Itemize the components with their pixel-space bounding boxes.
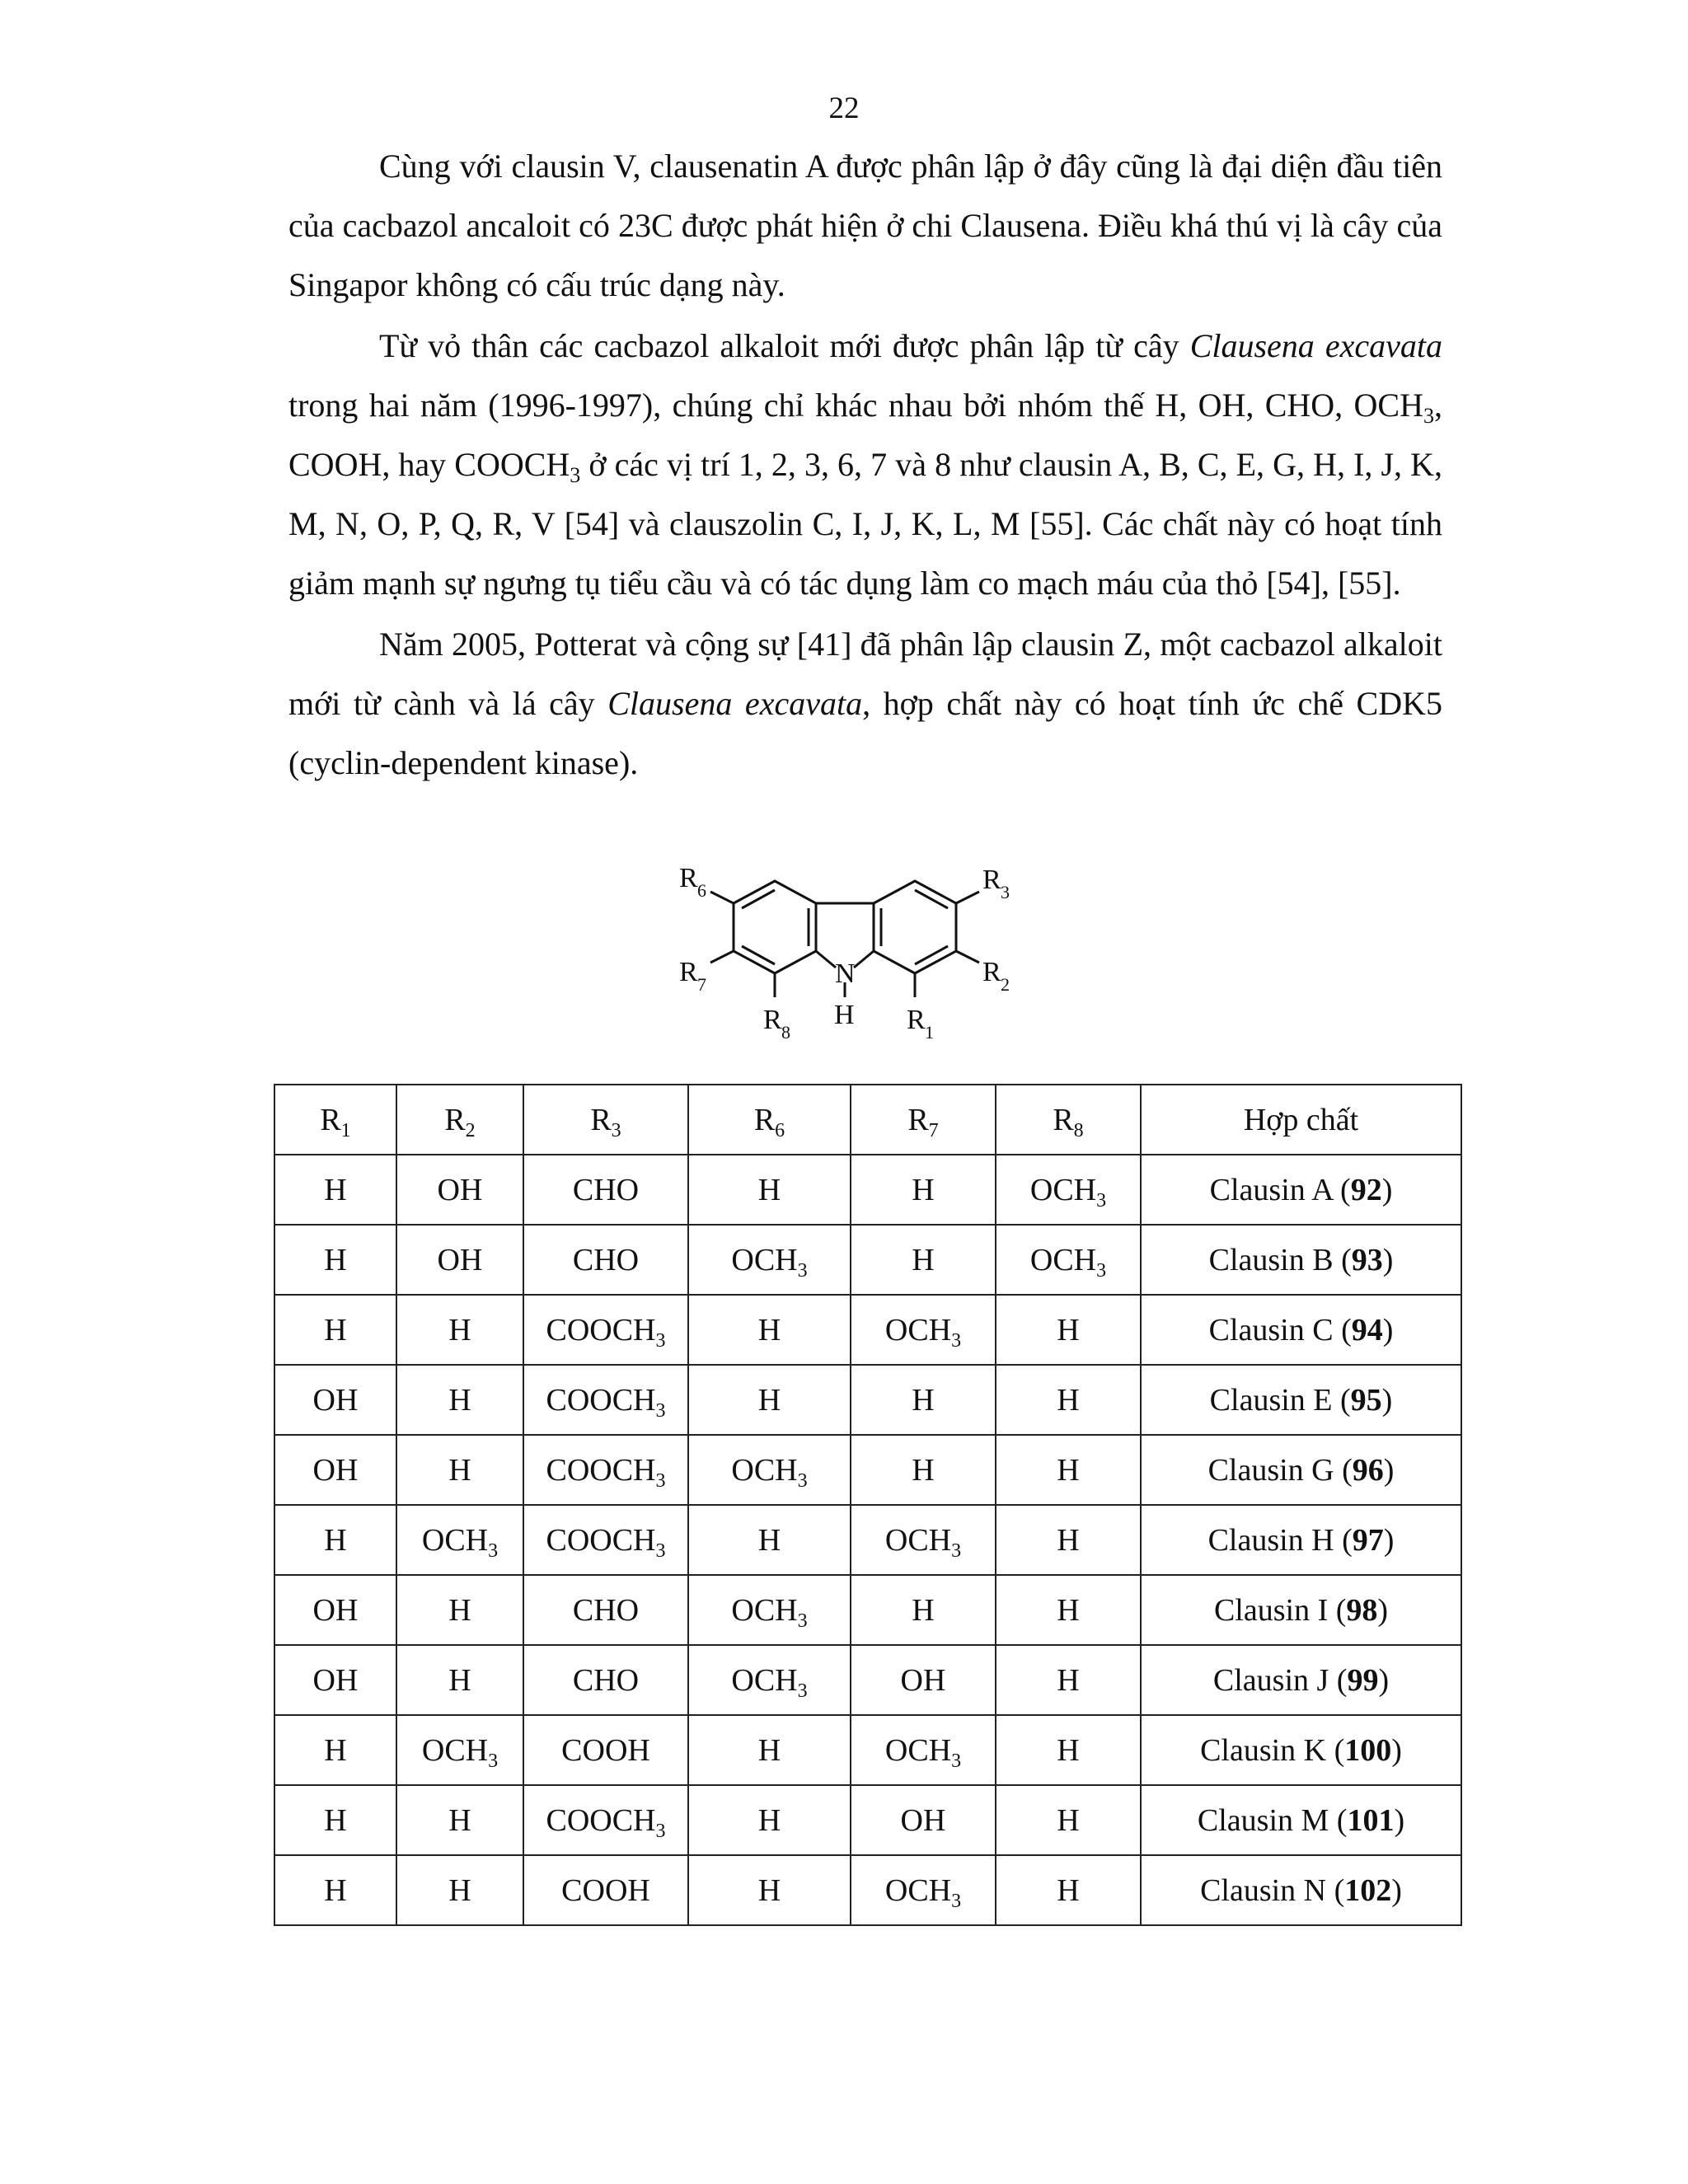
label-nitrogen: N [835,958,856,989]
compound-number: 92 [1350,1172,1382,1207]
table-cell-r2: H [396,1785,523,1855]
table-cell-r3: $COOCH_3$ [523,1505,688,1575]
table-cell-r2: OH [396,1155,523,1225]
table-cell-r3: $COOCH_3$ [523,1785,688,1855]
table-cell-r6: H [688,1785,851,1855]
table-cell-r2: $OCH_3$ [396,1505,523,1575]
table-cell-r1: H [274,1785,396,1855]
compound-number: 100 [1344,1732,1392,1768]
carbazole-structure-svg [659,859,1088,1073]
table-cell-r1: H [274,1855,396,1925]
table-cell-r6: H [688,1505,851,1575]
table-cell-r2: H [396,1645,523,1715]
table-row [274,1855,1461,1925]
table-cell-compound: Clausin M (101) [1141,1785,1461,1855]
table-cell-r1: OH [274,1365,396,1435]
table-header-cell: $R_6$ [688,1085,851,1155]
table-cell-r1: OH [274,1575,396,1645]
table-cell-r7: $OCH_3$ [851,1855,996,1925]
table-cell-r8: $OCH_3$ [996,1155,1141,1225]
table-cell-r8: H [996,1715,1141,1785]
table-cell-compound: Clausin J (99) [1141,1645,1461,1715]
table-cell-r8: $OCH_3$ [996,1225,1141,1295]
table-cell-compound: Clausin N (102) [1141,1855,1461,1925]
table-cell-r2: H [396,1435,523,1505]
table-cell-r1: H [274,1715,396,1785]
label-hydrogen: H [834,1000,855,1030]
table-cell-r2: $OCH_3$ [396,1715,523,1785]
label-r6-sub: 6 [697,880,706,901]
table-row [274,1155,1461,1225]
table-header-cell: $R_1$ [274,1085,396,1155]
table-cell-r2: H [396,1855,523,1925]
table-cell-r7: H [851,1575,996,1645]
table-row [274,1295,1461,1365]
species-name: Clausena excavata [1189,327,1442,364]
table-row [274,1715,1461,1785]
table-row [274,1785,1461,1855]
label-r8-sub: 8 [781,1022,790,1043]
table-cell-compound: Clausin B (93) [1141,1225,1461,1295]
table-cell-r7: $OCH_3$ [851,1295,996,1365]
compound-number: 95 [1350,1382,1382,1418]
table-cell-r7: H [851,1225,996,1295]
label-r2: R [982,957,1001,987]
table-cell-r2: H [396,1575,523,1645]
table-row [274,1645,1461,1715]
table-cell-r7: H [851,1435,996,1505]
table-cell-compound: Clausin G (96) [1141,1435,1461,1505]
compound-number: 98 [1346,1592,1378,1628]
table-cell-r1: H [274,1155,396,1225]
compound-number: 99 [1347,1662,1379,1698]
table-cell-r7: $OCH_3$ [851,1715,996,1785]
table-cell-r6: $OCH_3$ [688,1435,851,1505]
table-cell-compound: Clausin A (92) [1141,1155,1461,1225]
table-cell-r8: H [996,1365,1141,1435]
table-header-cell: $R_2$ [396,1085,523,1155]
label-r1: R [907,1005,926,1035]
table-cell-r1: H [274,1295,396,1365]
table-cell-r6: H [688,1855,851,1925]
table-cell-r6: $OCH_3$ [688,1225,851,1295]
label-r3-sub: 3 [1001,882,1010,902]
table-row [274,1575,1461,1645]
table-cell-r8: H [996,1505,1141,1575]
label-r6: R [679,863,698,893]
clausin-table [274,1084,1462,1926]
table-row [274,1435,1461,1505]
table-cell-r3: $COOCH_3$ [523,1435,688,1505]
paragraph-3: Năm 2005, Potterat và cộng sự [41] đã phân lập clausin Z, một cacbazol alkaloit mới từ cành và lá cây Clausena excavata, hợp chất này có hoạt tính ức chế CDK5 (cyclin-dependent kinase). [288,626,1442,781]
carbazole-structure-diagram [659,859,1088,1073]
table-header-cell: $R_8$ [996,1085,1141,1155]
table-row [274,1225,1461,1295]
table-header-cell: $R_7$ [851,1085,996,1155]
table-cell-r1: H [274,1505,396,1575]
table-cell-r6: H [688,1295,851,1365]
compound-number: 101 [1347,1802,1395,1838]
table-cell-compound: Clausin K (100) [1141,1715,1461,1785]
table-cell-r1: OH [274,1435,396,1505]
table-cell-r7: $OCH_3$ [851,1505,996,1575]
table-row [274,1365,1461,1435]
table-cell-compound: Clausin C (94) [1141,1295,1461,1365]
compound-number: 93 [1351,1242,1383,1277]
label-r7-sub: 7 [697,974,706,995]
paragraph-1: Cùng với clausin V, clausenatin A được phân lập ở đây cũng là đại diện đầu tiên của cacbazol ancaloit có 23C được phát hiện ở chi Clausena. Điều khá thú vị là cây của Singapor không có cấu trúc dạng này. [288,148,1442,303]
table-cell-r3: CHO [523,1225,688,1295]
compound-number: 94 [1351,1312,1383,1347]
table-cell-r6: H [688,1155,851,1225]
table-cell-r2: H [396,1365,523,1435]
table-cell-r7: OH [851,1785,996,1855]
body-text [288,137,1442,794]
table-cell-r3: CHO [523,1155,688,1225]
table-cell-compound: Clausin H (97) [1141,1505,1461,1575]
label-r7: R [679,957,698,987]
page-number: 22 [828,91,860,125]
table-cell-r8: H [996,1295,1141,1365]
table-cell-r7: H [851,1155,996,1225]
table-cell-r3: $COOCH_3$ [523,1295,688,1365]
species-name: Clausena excavata [607,685,863,722]
table-cell-r8: H [996,1855,1141,1925]
table-cell-r2: H [396,1295,523,1365]
table-cell-r3: COOH [523,1715,688,1785]
table-cell-r6: H [688,1715,851,1785]
table-cell-compound: Clausin I (98) [1141,1575,1461,1645]
table-cell-r3: COOH [523,1855,688,1925]
compound-number: 97 [1352,1522,1384,1558]
table-cell-r3: CHO [523,1645,688,1715]
table-cell-r8: H [996,1435,1141,1505]
paragraph-2: Từ vỏ thân các cacbazol alkaloit mới được phân lập từ cây Clausena excavata trong hai năm (1996-1997), chúng chỉ khác nhau bởi nhóm thế H, OH, CHO, $OCH_3$, COOH, hay $COOCH_3$ ở các vị trí 1, 2, 3, 6, 7 và 8 như clausin A, B, C, E, G, H, I, J, K, M, N, O, P, Q, R, V [54] và clauszolin C, I, J, K, L, M [55]. Các chất này có hoạt tính giảm mạnh sự ngưng tụ tiểu cầu và có tác dụng làm co mạch máu của thỏ [54], [55]. [288,327,1443,602]
table-cell-r1: OH [274,1645,396,1715]
label-r1-sub: 1 [925,1022,934,1043]
table-cell-r8: H [996,1575,1141,1645]
table-cell-r2: OH [396,1225,523,1295]
table-row [274,1505,1461,1575]
table-cell-r3: $COOCH_3$ [523,1365,688,1435]
table-cell-r7: OH [851,1645,996,1715]
label-r3: R [982,865,1001,895]
table-cell-r6: $OCH_3$ [688,1645,851,1715]
table-header-row [274,1085,1461,1155]
table-header-cell: Hợp chất [1141,1085,1461,1155]
table-cell-r6: H [688,1365,851,1435]
table-cell-r8: H [996,1785,1141,1855]
table-cell-r6: $OCH_3$ [688,1575,851,1645]
table-cell-compound: Clausin E (95) [1141,1365,1461,1435]
table-cell-r1: H [274,1225,396,1295]
compound-number: 96 [1352,1452,1384,1488]
compound-number: 102 [1344,1872,1392,1908]
table-cell-r3: CHO [523,1575,688,1645]
label-r8: R [763,1005,782,1035]
label-r2-sub: 2 [1001,974,1010,995]
table-cell-r8: H [996,1645,1141,1715]
table-header-cell: $R_3$ [523,1085,688,1155]
table-cell-r7: H [851,1365,996,1435]
